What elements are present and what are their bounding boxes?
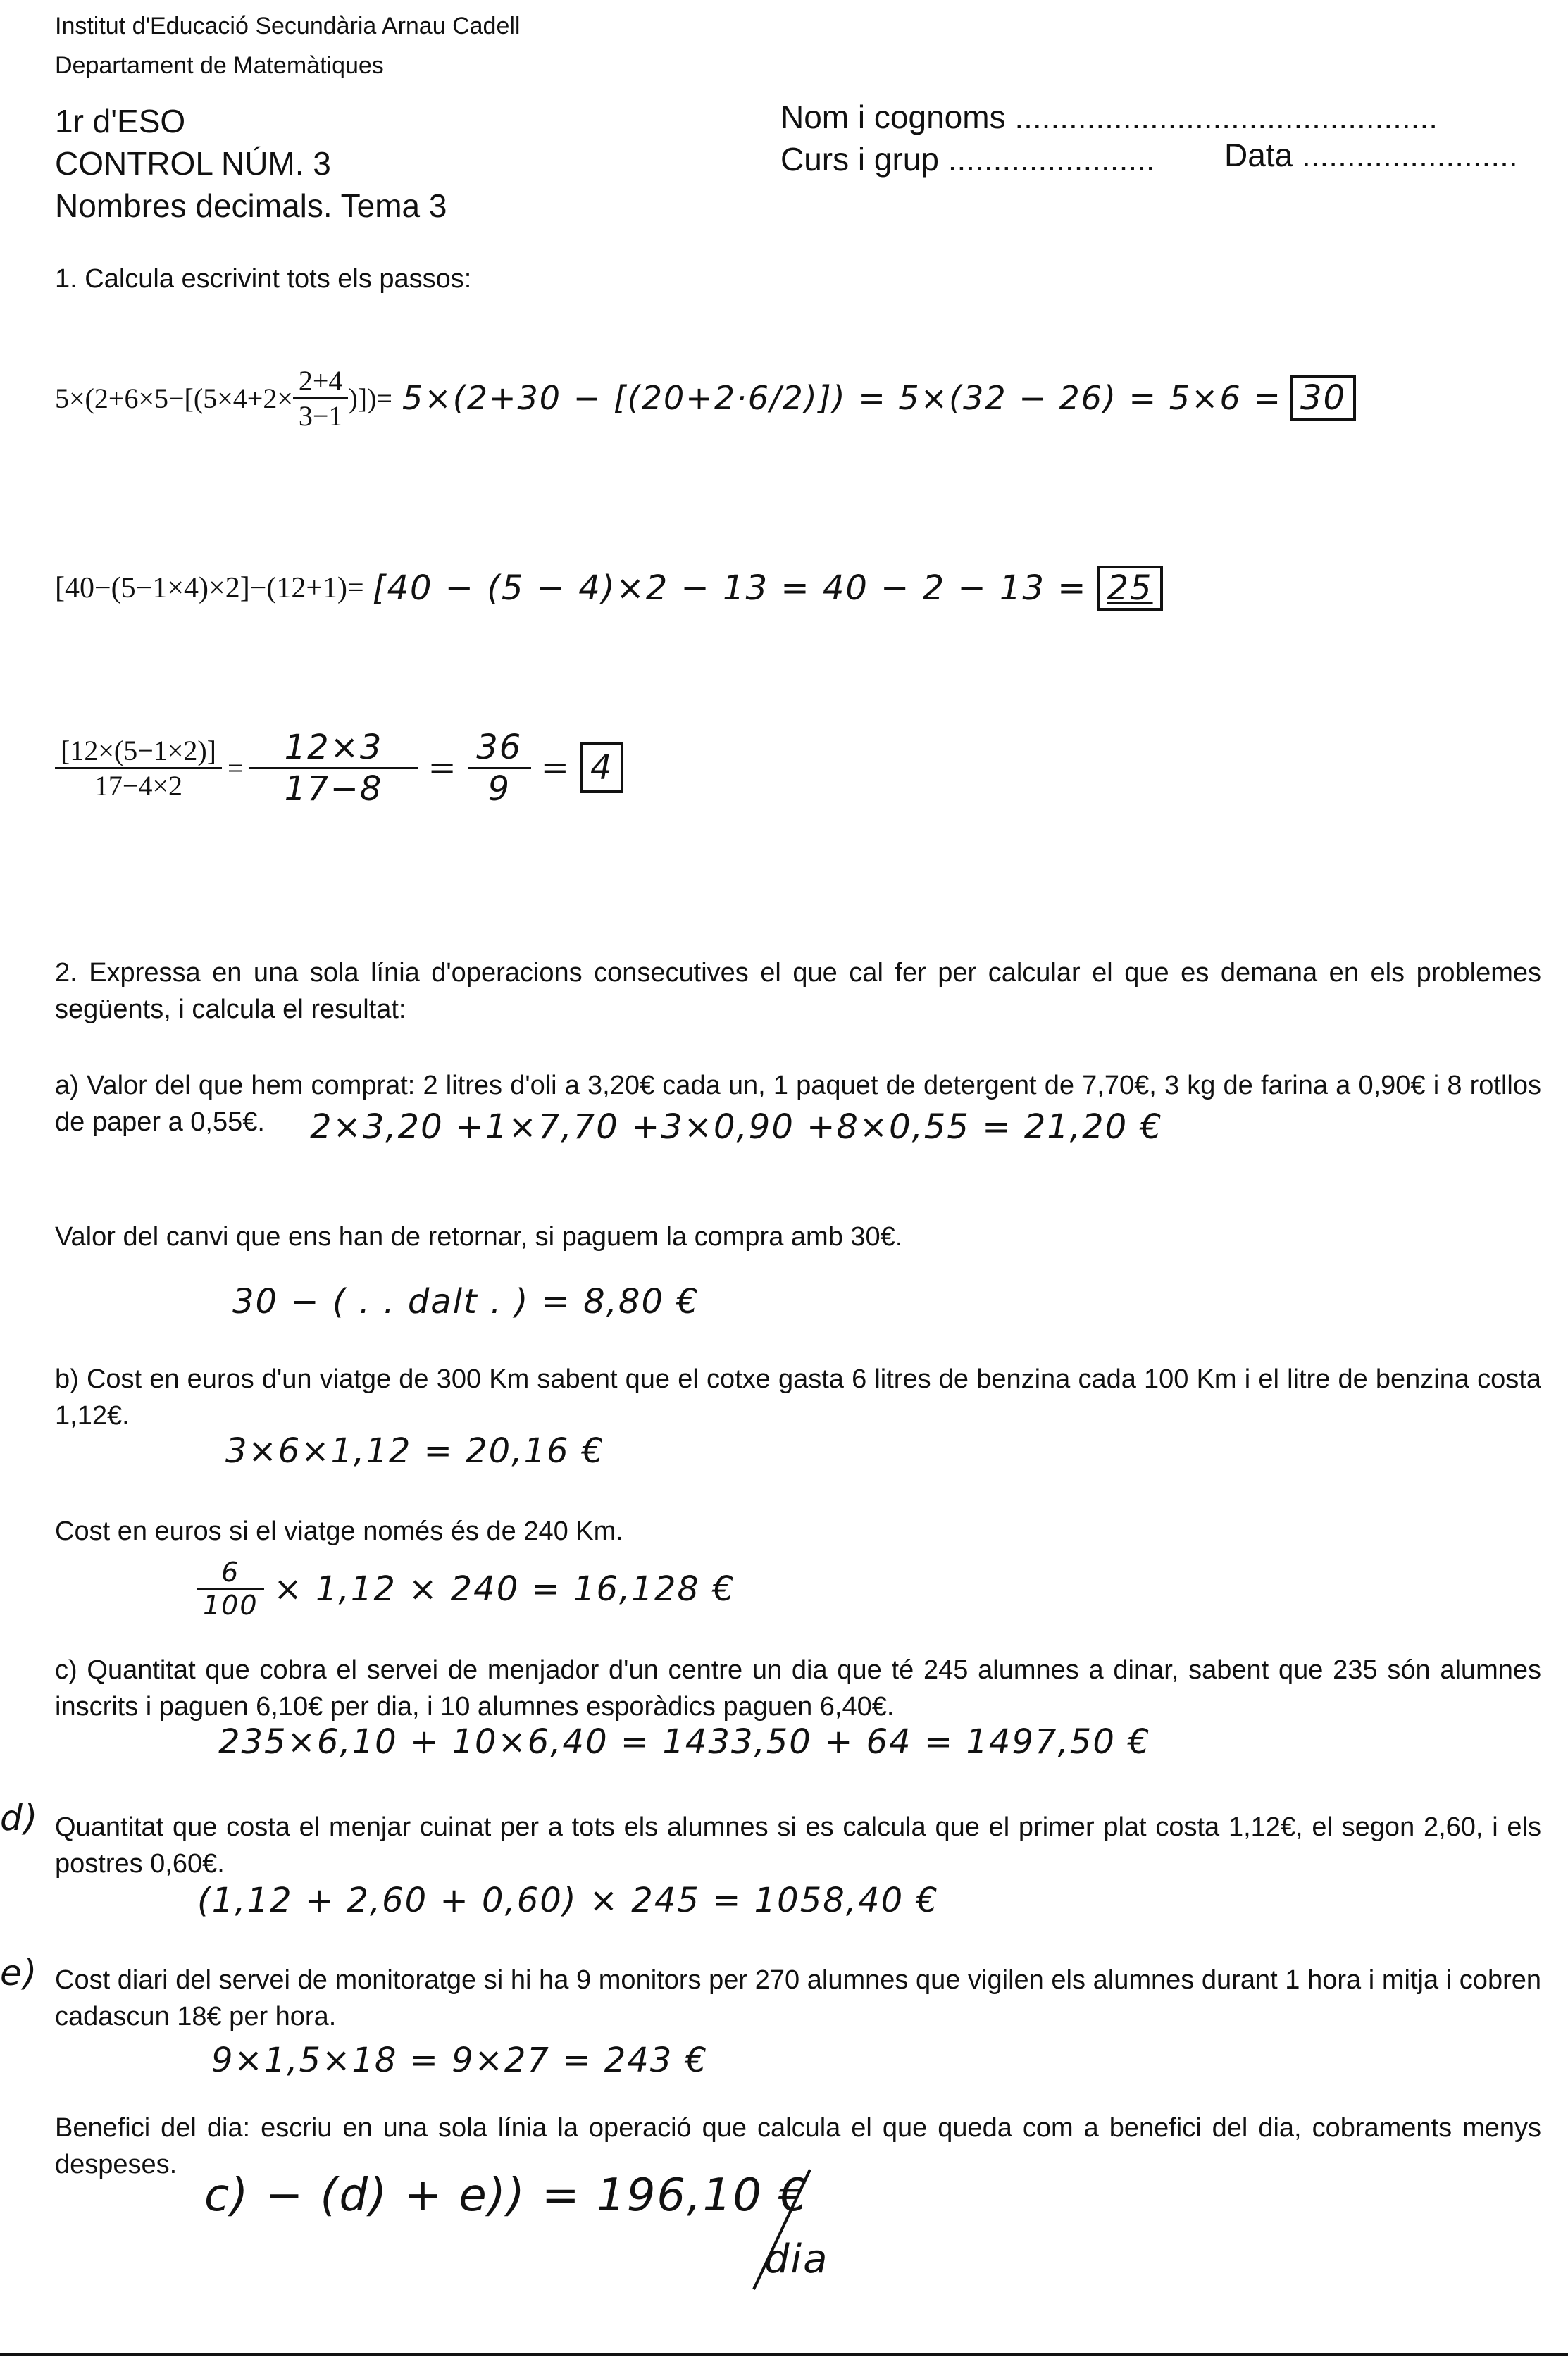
q2a2-answer: 30 − ( . . dalt . ) = 8,80 €: [232, 1282, 699, 1321]
expr3-hand-den: 17−8: [284, 768, 383, 809]
q2f-answer: c) − (d) + e)) = 196,10 €: [204, 2170, 809, 2222]
expr3-hand-den-2: 9: [487, 768, 511, 809]
q1-expression-3: [55, 711, 830, 824]
expr3-hand-num-2: 36: [468, 728, 531, 769]
fraction-slash: [740, 2162, 824, 2296]
expr1-handwritten: 5×(2+30 − [(20+2·6/2)]) = 5×(32 − 26) = 5×6 =: [402, 379, 1282, 417]
expr1-print-b: )])=: [348, 382, 392, 414]
q2b-answer: 3×6×1,12 = 20,16 €: [225, 1431, 605, 1471]
expr1-fraction-num: 2+4: [293, 364, 349, 399]
q2b2-answer: [197, 1557, 735, 1621]
q2d-answer: (1,12 + 2,60 + 0,60) × 245 = 1058,40 €: [197, 1881, 939, 1920]
department-name: Departament de Matemàtiques: [55, 52, 384, 79]
expr1-result: 30: [1290, 375, 1356, 421]
course-label: 1r d'ESO: [55, 103, 186, 139]
control-label: CONTROL NÚM. 3: [55, 145, 331, 182]
q2d-text: Quantitat que costa el menjar cuinat per a tots els alumnes si es calcula que el primer plat costa 1,12€, el segon 2,60, i els postres 0,60€.: [55, 1812, 1541, 1879]
q2f-text: Benefici del dia: escriu en una sola línia la operació que calcula el que queda com a benefici del dia, cobraments menys despeses.: [55, 2113, 1541, 2179]
expr3-hand-fraction-2: [468, 728, 531, 809]
name-field: Nom i cognoms ...............................................: [780, 99, 1438, 135]
expr3-result: 4: [580, 742, 623, 793]
bottom-rule: [0, 2353, 1568, 2356]
q1-expression-1: [55, 331, 1534, 465]
q1-prompt: 1. Calcula escrivint tots els passos:: [55, 264, 472, 294]
date-field: Data ........................: [1224, 137, 1518, 173]
topic-label: Nombres decimals. Tema 3: [55, 187, 447, 224]
school-name: Institut d'Educació Secundària Arnau Cadell: [55, 13, 521, 39]
expr3-den: 17−4×2: [94, 769, 183, 802]
q2b2-fraction: [197, 1557, 264, 1621]
q2a-answer: 2×3,20 +1×7,70 +3×0,90 +8×0,55 = 21,20 €: [310, 1107, 1163, 1147]
q1-expression-2: [55, 556, 1534, 620]
q2b2-answer-rest: × 1,12 × 240 = 16,128 €: [273, 1569, 735, 1609]
q2f-unit: dia: [764, 2236, 829, 2282]
expr3-hand-num: 12×3: [249, 728, 418, 769]
q2-prompt: 2. Expressa en una sola línia d'operacions consecutives el que cal fer per calcular el que es demana en els problemes següents, i calcula el resultat:: [55, 958, 1541, 1024]
q2a-text: a) Valor del que hem comprat: 2 litres d'oli a 3,20€ cada un, 1 paquet de detergent de 7,70€, 3 kg de farina a 0,90€ i 8 rotllos de paper a 0,55€.: [55, 1071, 1541, 1137]
equals-sign: =: [428, 748, 458, 788]
q2b2-den: 100: [203, 1590, 259, 1621]
q2e-answer: 9×1,5×18 = 9×27 = 243 €: [211, 2041, 709, 2080]
expr3-num: [12×(5−1×2)]: [55, 734, 222, 769]
q2d-mark: d): [0, 1798, 39, 1838]
q2b2-text: Cost en euros si el viatge només és de 240 Km.: [55, 1517, 623, 1546]
q2e-text: Cost diari del servei de monitoratge si hi ha 9 monitors per 270 alumnes que vigilen els alumnes durant 1 hora i mitja i cobren cadascun 18€ per hora.: [55, 1965, 1541, 2031]
expr2-result: 25: [1097, 566, 1162, 611]
q2b-text: b) Cost en euros d'un viatge de 300 Km sabent que el cotxe gasta 6 litres de benzina cada 100 Km i el litre de benzina costa 1,12€.: [55, 1364, 1541, 1431]
expr1-fraction: [293, 364, 349, 432]
q2c-answer: 235×6,10 + 10×6,40 = 1433,50 + 64 = 1497,50 €: [218, 1722, 1151, 1762]
expr1-fraction-den: 3−1: [298, 399, 343, 432]
equals-sign: =: [540, 748, 571, 788]
expr1-print-a: 5×(2+6×5−[(5×4+2×: [55, 382, 293, 414]
expr2-handwritten: [40 − (5 − 4)×2 − 13 = 40 − 2 − 13 =: [372, 568, 1088, 608]
expr3-hand-fraction: [249, 728, 418, 809]
group-field: Curs i grup .......................: [780, 141, 1155, 178]
q2e-mark: e): [0, 1953, 39, 1993]
expr3-fraction: [55, 734, 222, 802]
equals-sign: =: [227, 752, 244, 784]
q2c-text: c) Quantitat que cobra el servei de menjador d'un centre un dia que té 245 alumnes a dinar, sabent que 235 són alumnes inscrits i paguen 6,10€ per dia, i 10 alumnes esporàdics paguen 6,40€.: [55, 1655, 1541, 1722]
q2a2-text: Valor del canvi que ens han de retornar, si paguem la compra amb 30€.: [55, 1222, 903, 1252]
expr2-print: [40−(5−1×4)×2]−(12+1)=: [55, 572, 364, 604]
q2b2-num: 6: [197, 1557, 264, 1590]
